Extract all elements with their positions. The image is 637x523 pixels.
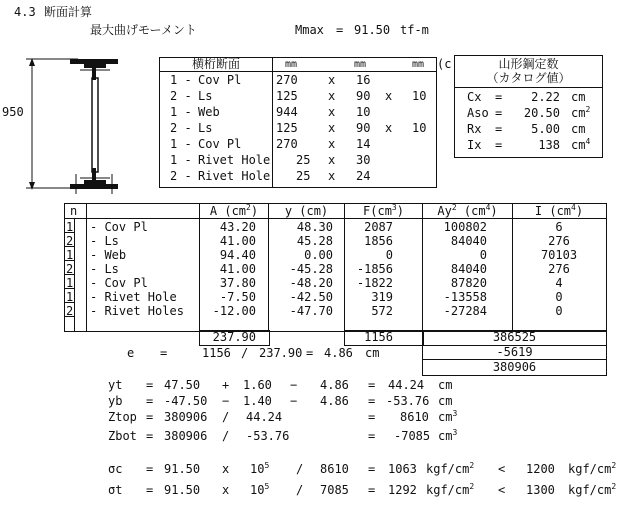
col-header-ay2: Ay$^2$ $(cm^4)$: [437, 203, 498, 218]
angle-constants-subtitle: （カタログ値）: [486, 71, 571, 85]
section-title: 断面計算: [44, 5, 93, 19]
mmax-value: 91.50: [354, 23, 391, 37]
subtitle: 最大曲げモーメント: [90, 23, 197, 37]
col-header-y: y (cm): [284, 204, 329, 218]
col-header-i: I $(cm^4)$: [534, 203, 584, 218]
member-table-header-mm-1: mm: [285, 59, 298, 70]
i-beam-drawing: [0, 50, 160, 200]
sum-ay-i-value: 386525: [492, 330, 537, 344]
mmax-label: Mmax: [295, 23, 324, 37]
col-header-n: n: [70, 204, 78, 218]
col-header-a: A $(cm^2)$: [209, 203, 259, 218]
result-i-value: 380906: [492, 360, 537, 374]
col-header-f: $F(cm^3)$: [363, 203, 404, 218]
mmax-eq: =: [336, 23, 344, 37]
sum-f-value: 1156: [364, 330, 393, 344]
sum-a-value: 237.90: [212, 330, 256, 344]
stray-text: (c: [437, 57, 452, 71]
section-number: 4.3: [14, 5, 36, 19]
mmax-unit: tf-m: [400, 23, 429, 37]
member-table-header-mm-2: mm: [354, 59, 367, 70]
minus-term-value: -5619: [496, 345, 533, 359]
member-table-header-mm-3: mm: [412, 59, 425, 70]
angle-constants-title: 山形鋼定数: [498, 57, 559, 71]
member-table-header-section: 横桁断面: [191, 57, 240, 71]
height-dimension-label: 950: [2, 105, 24, 119]
